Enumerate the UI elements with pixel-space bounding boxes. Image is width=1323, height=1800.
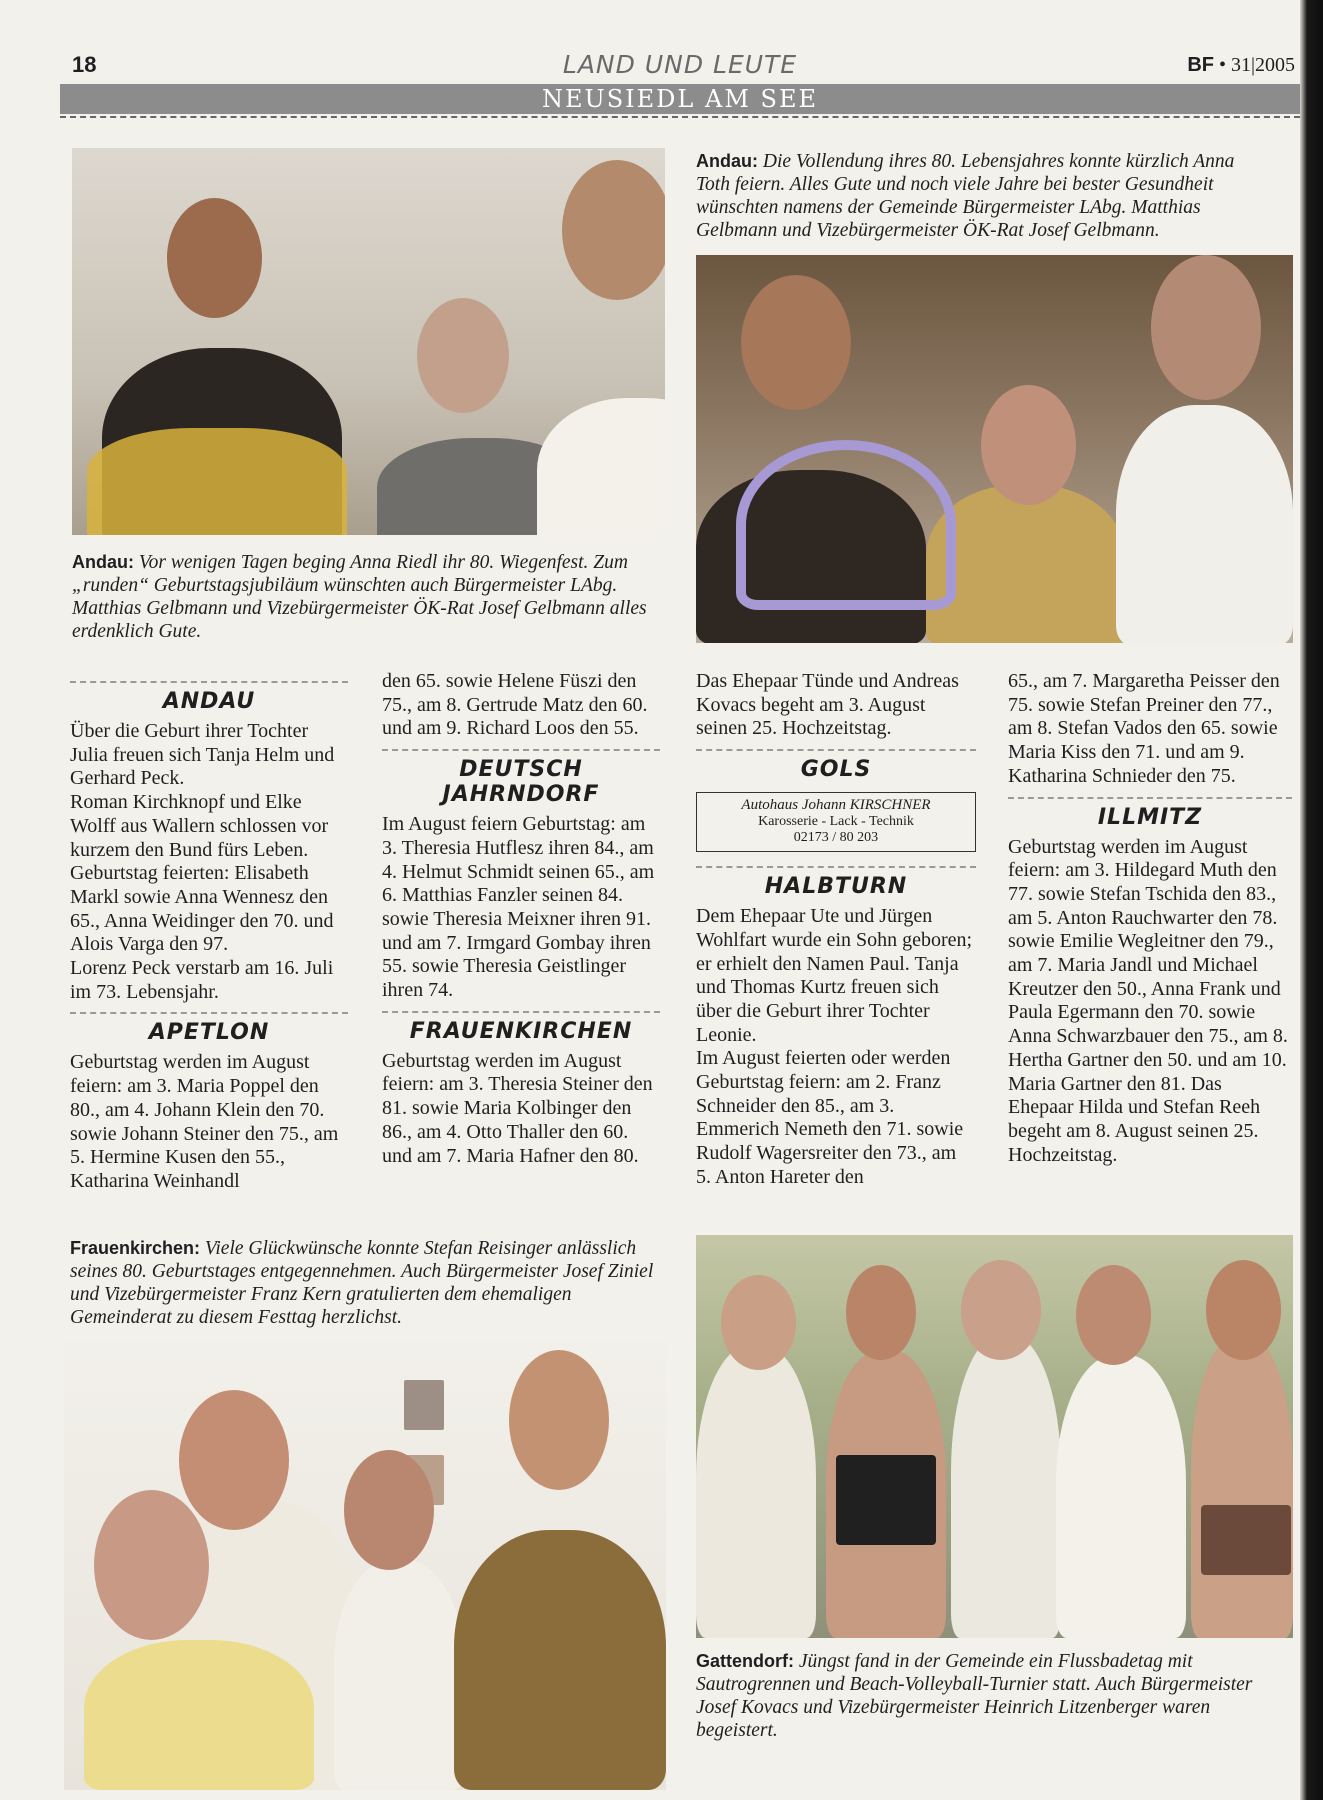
- column-2: [382, 670, 660, 1168]
- caption-text: Vor wenigen Tagen beging Anna Riedl ihr 80. Wiegenfest. Zum „runden“ Geburtstagsjubiläum wünschten auch Bürgermeister LAbg. Matthias Gelbmann und Vizebürgermeister ÖK-Rat Josef Gelbmann alles erdenklich Gute.: [72, 552, 647, 642]
- caption-place: Gattendorf:: [696, 1651, 794, 1671]
- caption-place: Andau:: [696, 151, 758, 171]
- issue-brand: BF: [1187, 54, 1214, 76]
- heading-gols: GOLS: [696, 749, 976, 782]
- column-4: [1008, 670, 1292, 1167]
- caption-gattendorf: [696, 1650, 1288, 1742]
- article-text: Das Ehepaar Tünde und Andreas Kovacs begeht am 3. August seinen 25. Hochzeitstag.: [696, 670, 959, 740]
- article-text: den 65. sowie Helene Füszi den 75., am 8. Gertrude Matz den 60. und am 9. Richard Loos den 55.: [382, 670, 648, 740]
- caption-text: Die Vollendung ihres 80. Lebensjahres konnte kürzlich Anna Toth feiern. Alles Gute und noch viele Jahre bei bester Gesundheit wünschten namens der Gemeinde Bürgermeister LAbg. Matthias Gelbmann und Vizebürgermeister ÖK-Rat Josef Gelbmann.: [696, 151, 1235, 241]
- page-edge: [1300, 0, 1323, 1800]
- ad-name: Autohaus Johann KIRSCHNER: [741, 797, 931, 814]
- heading-deutsch-jahrndorf: DEUTSCH JAHRNDORF: [382, 749, 660, 807]
- heading-andau: ANDAU: [70, 681, 348, 714]
- header-rule: [60, 116, 1300, 118]
- heading-halbturn: HALBTURN: [696, 866, 976, 899]
- heading-illmitz: ILLMITZ: [1008, 797, 1292, 830]
- issue-label: [1187, 54, 1295, 77]
- region-band: [60, 84, 1300, 114]
- article-text: Geburtstag werden im August feiern: am 3. Hildegard Muth den 77. sowie Stefan Tschida den 83., am 5. Anton Rauchwarter den 78. sowie Emilie Wegleitner den 79., am 7. Maria Jandl und Michael Kreutzer den 50., Anna Frank und Paula Egermann den 70. sowie Anna Schwarzbauer den 75., am 8. Hertha Gartner den 50. und am 10. Maria Gartner den 81. Das Ehepaar Hilda und Stefan Reeh begeht am 8. August seinen 25. Hochzeitstag.: [1008, 835, 1288, 1166]
- caption-place: Andau:: [72, 552, 134, 572]
- article-text: Geburtstag werden im August feiern: am 3. Theresia Steiner den 81. sowie Maria Kolbinger den 86., am 4. Otto Thaller den 60. und am 7. Maria Hafner den 80.: [382, 1049, 653, 1167]
- ad-services: Karosserie - Lack - Technik: [758, 814, 914, 830]
- column-3: [696, 670, 976, 1190]
- photo-andau-riedl: [72, 148, 665, 535]
- photo-andau-toth: [696, 255, 1293, 643]
- photo-gattendorf: [696, 1235, 1293, 1638]
- caption-place: Frauenkirchen:: [70, 1238, 201, 1258]
- heading-frauenkirchen: FRAUENKIRCHEN: [382, 1011, 660, 1044]
- ad-phone: 02173 / 80 203: [793, 830, 879, 846]
- photo-frauenkirchen: [64, 1340, 666, 1790]
- article-text: Im August feiern Geburtstag: am 3. Theresia Hutflesz ihren 84., am 4. Helmut Schmidt seinen 65., am 6. Matthias Fanzler seinen 84. sowie Theresia Meixner ihren 91. und am 7. Irmgard Gombay ihren 55. sowie Theresia Geistlinger ihren 74.: [382, 813, 655, 1002]
- article-text: 65., am 7. Margaretha Peisser den 75. sowie Stefan Preiner den 77., am 8. Stefan Vados den 65. sowie Maria Kiss den 71. und am 9. Katharina Schnieder den 75.: [1008, 670, 1280, 787]
- article-text: Roman Kirchknopf und Elke Wolff aus Wallern schlossen vor kurzem den Bund fürs Leben.: [70, 791, 329, 861]
- region-title: NEUSIEDL AM SEE: [541, 85, 818, 113]
- section-title: LAND UND LEUTE: [562, 50, 798, 79]
- heading-apetlon: APETLON: [70, 1012, 348, 1045]
- article-text: Lorenz Peck verstarb am 16. Juli im 73. Lebensjahr.: [70, 957, 334, 1003]
- advertisement: [696, 792, 976, 852]
- article-text: Geburtstag werden im August feiern: am 3. Maria Poppel den 80., am 4. Johann Klein den 70. sowie Johann Steiner den 75., am 5. Hermine Kusen den 55., Katharina Weinhandl: [70, 1051, 339, 1192]
- page-number: 18: [72, 52, 97, 77]
- caption-andau-riedl: [72, 551, 664, 643]
- caption-frauenkirchen: [70, 1237, 670, 1329]
- article-text: Im August feierten oder werden Geburtstag feiern: am 2. Franz Schneider den 85., am 3. Emmerich Nemeth den 71. sowie Rudolf Wagersreiter den 73., am 5. Anton Hareter den: [696, 1047, 964, 1188]
- article-text: Geburtstag feierten: Elisabeth Markl sowie Anna Wennesz den 65., Anna Weidinger den 70. und Alois Varga den 97.: [70, 862, 334, 956]
- caption-text: Viele Glückwünsche konnte Stefan Reisinger anlässlich seines 80. Geburtstages entgegennehmen. Auch Bürgermeister Josef Ziniel und Vizebürgermeister Franz Kern gratulierten dem ehemaligen Gemeinderat zu diesem Festtag herzlichst.: [70, 1238, 654, 1328]
- issue-number: • 31|2005: [1213, 54, 1295, 76]
- article-text: Über die Geburt ihrer Tochter Julia freuen sich Tanja Helm und Gerhard Peck.: [70, 720, 335, 790]
- caption-text: Jüngst fand in der Gemeinde ein Flussbadetag mit Sautrogrennen und Beach-Volleyball-Turnier statt. Auch Bürgermeister Josef Kovacs und Vizebürgermeister Heinrich Litzenberger waren begeistert.: [696, 1651, 1253, 1741]
- column-1: [70, 673, 348, 1194]
- caption-andau-toth: [696, 150, 1271, 242]
- article-text: Dem Ehepaar Ute und Jürgen Wohlfart wurde ein Sohn geboren; er erhielt den Namen Paul. Tanja und Thomas Kurtz freuen sich über die Geburt ihrer Tochter Leonie.: [696, 905, 973, 1046]
